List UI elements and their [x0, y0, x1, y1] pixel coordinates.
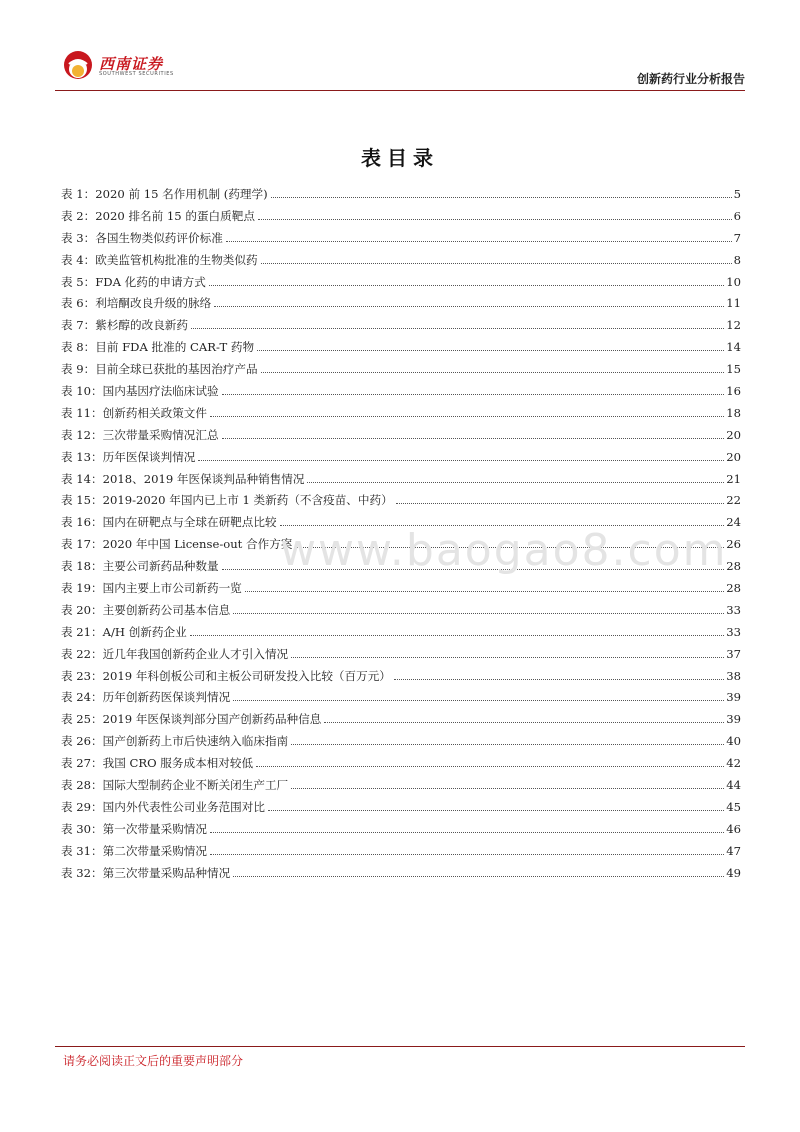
toc-entry[interactable] [61, 405, 741, 427]
toc-entry-page: 28 [726, 559, 741, 574]
toc-entry-page: 16 [726, 384, 741, 399]
toc-dot-leader [268, 809, 724, 811]
toc-entry[interactable] [61, 427, 741, 449]
toc-dot-leader [256, 765, 724, 767]
toc-entry[interactable] [61, 821, 741, 843]
toc-entry[interactable] [61, 252, 741, 274]
toc-entry[interactable] [61, 186, 741, 208]
toc-entry-page: 6 [733, 208, 741, 223]
toc-entry-page: 26 [726, 537, 741, 552]
toc-entry-label: 表 20：主要创新药公司基本信息 [61, 602, 231, 617]
toc-entry-page: 42 [726, 756, 741, 771]
toc-entry[interactable] [61, 602, 741, 624]
toc-entry-page: 18 [726, 405, 741, 420]
toc-entry[interactable] [61, 624, 741, 646]
toc-dot-leader [295, 546, 724, 548]
southwest-securities-logo-icon [63, 50, 93, 80]
toc-entry-page: 12 [726, 318, 741, 333]
toc-entry-label: 表 27：我国 CRO 服务成本相对较低 [61, 756, 254, 771]
toc-dot-leader [324, 721, 724, 723]
toc-entry-page: 5 [733, 187, 741, 201]
toc-dot-leader [233, 875, 724, 877]
toc-dot-leader [210, 415, 724, 417]
toc-entry-label: 表 11：创新药相关政策文件 [61, 405, 207, 420]
toc-dot-leader [394, 678, 724, 680]
toc-entry[interactable] [61, 471, 741, 493]
toc-entry-page: 47 [726, 843, 741, 858]
toc-entry[interactable] [61, 295, 741, 317]
toc-entry[interactable] [61, 580, 741, 602]
toc-dot-leader [291, 743, 724, 745]
toc-dot-leader [245, 590, 724, 592]
toc-entry-page: 11 [726, 296, 741, 311]
toc-entry[interactable] [61, 668, 741, 690]
toc-entry-label: 表 7：紫杉醇的改良新药 [61, 318, 188, 333]
toc-entry-label: 表 29：国内外代表性公司业务范围对比 [61, 799, 265, 814]
toc-dot-leader [257, 349, 724, 351]
toc-entry-label: 表 1：2020 前 15 名作用机制 (药理学) [61, 187, 268, 201]
toc-entry-label: 表 9：目前全球已获批的基因治疗产品 [61, 362, 258, 377]
toc-dot-leader [233, 612, 724, 614]
toc-dot-leader [226, 240, 732, 242]
toc-dot-leader [209, 284, 724, 286]
toc-entry-page: 20 [726, 427, 741, 442]
toc-entry[interactable] [61, 865, 741, 887]
toc-entry-label: 表 18：主要公司新药品种数量 [61, 559, 219, 574]
toc-entry-page: 37 [726, 646, 741, 661]
toc-entry[interactable] [61, 843, 741, 865]
logo-english-text: SOUTHWEST SECURITIES [99, 71, 174, 77]
toc-entry[interactable] [61, 230, 741, 252]
toc-entry[interactable] [61, 208, 741, 230]
toc-entry-label: 表 30：第一次带量采购情况 [61, 821, 207, 836]
toc-entry-label: 表 2：2020 排名前 15 的蛋白质靶点 [61, 208, 255, 223]
toc-entry-page: 15 [726, 362, 741, 377]
toc-entry-page: 21 [726, 471, 741, 486]
toc-entry-label: 表 3：各国生物类似药评价标准 [61, 230, 223, 245]
toc-entry-page: 14 [726, 340, 741, 355]
toc-entry[interactable] [61, 339, 741, 361]
toc-entry-label: 表 12：三次带量采购情况汇总 [61, 427, 219, 442]
table-of-contents [61, 186, 741, 887]
toc-entry[interactable] [61, 492, 741, 514]
toc-entry-label: 表 22：近几年我国创新药企业人才引入情况 [61, 646, 289, 661]
toc-entry[interactable] [61, 777, 741, 799]
toc-dot-leader [222, 393, 725, 395]
toc-entry[interactable] [61, 799, 741, 821]
toc-entry-page: 44 [726, 778, 741, 793]
footer-divider [55, 1046, 745, 1047]
toc-entry[interactable] [61, 646, 741, 668]
toc-dot-leader [233, 699, 724, 701]
toc-entry-page: 28 [726, 581, 741, 596]
toc-entry[interactable] [61, 536, 741, 558]
toc-entry-label: 表 4：欧美监管机构批准的生物类似药 [61, 252, 258, 267]
toc-entry-label: 表 15：2019-2020 年国内已上市 1 类新药（不含疫苗、中药） [61, 493, 393, 508]
toc-entry-label: 表 6：利培酮改良升级的脉络 [61, 296, 212, 311]
toc-entry-page: 20 [726, 449, 741, 464]
toc-entry-page: 40 [726, 734, 741, 749]
logo-chinese-text: 西南证券 [99, 55, 164, 73]
toc-entry-page: 24 [726, 515, 741, 530]
toc-entry-page: 38 [726, 668, 741, 683]
toc-entry-label: 表 23：2019 年科创板公司和主板公司研发投入比较（百万元） [61, 668, 391, 683]
toc-entry-page: 39 [726, 690, 741, 705]
report-name: 创新药行业分析报告 [636, 72, 745, 86]
toc-entry-label: 表 26：国产创新药上市后快速纳入临床指南 [61, 734, 289, 749]
toc-entry[interactable] [61, 449, 741, 471]
toc-entry-label: 表 28：国际大型制药企业不断关闭生产工厂 [61, 778, 289, 793]
toc-dot-leader [261, 371, 725, 373]
watermark: www.baogao8.com [280, 525, 728, 576]
toc-dot-leader [271, 196, 732, 198]
toc-entry[interactable] [61, 689, 741, 711]
toc-entry-label: 表 21：A/H 创新药企业 [61, 624, 187, 639]
toc-entry-label: 表 10：国内基因疗法临床试验 [61, 384, 219, 399]
toc-entry-page: 10 [726, 274, 741, 289]
toc-entry-page: 46 [726, 821, 741, 836]
toc-entry-label: 表 31：第二次带量采购情况 [61, 843, 207, 858]
toc-entry-page: 33 [726, 602, 741, 617]
toc-entry-label: 表 13：历年医保谈判情况 [61, 449, 196, 464]
toc-entry-label: 表 16：国内在研靶点与全球在研靶点比较 [61, 515, 277, 530]
toc-entry-page: 8 [733, 252, 741, 267]
toc-entry-page: 7 [733, 230, 741, 245]
toc-entry-label: 表 19：国内主要上市公司新药一览 [61, 581, 242, 596]
toc-dot-leader [258, 218, 732, 220]
toc-dot-leader [214, 305, 724, 307]
toc-entry-page: 45 [726, 799, 741, 814]
header-divider [55, 90, 745, 91]
toc-dot-leader [222, 568, 725, 570]
toc-dot-leader [261, 262, 732, 264]
footer-disclaimer: 请务必阅读正文后的重要声明部分 [63, 1054, 244, 1068]
toc-entry[interactable] [61, 274, 741, 296]
toc-dot-leader [307, 481, 724, 483]
toc-entry-label: 表 24：历年创新药医保谈判情况 [61, 690, 231, 705]
toc-dot-leader [396, 502, 725, 504]
toc-entry[interactable] [61, 361, 741, 383]
toc-dot-leader [190, 634, 725, 636]
toc-entry-label: 表 25：2019 年医保谈判部分国产创新药品种信息 [61, 712, 322, 727]
toc-dot-leader [280, 524, 725, 526]
toc-entry[interactable] [61, 733, 741, 755]
toc-dot-leader [191, 327, 724, 329]
toc-dot-leader [210, 853, 724, 855]
toc-entry[interactable] [61, 514, 741, 536]
toc-entry-label: 表 8：目前 FDA 批准的 CAR-T 药物 [61, 340, 255, 355]
toc-entry[interactable] [61, 383, 741, 405]
toc-dot-leader [291, 787, 724, 789]
toc-entry-page: 49 [726, 865, 741, 880]
page-header [55, 48, 745, 90]
toc-dot-leader [210, 831, 724, 833]
toc-entry-page: 33 [726, 624, 741, 639]
toc-entry-label: 表 17：2020 年中国 License-out 合作方案 [61, 537, 293, 552]
toc-entry-label: 表 32：第三次带量采购品种情况 [61, 865, 231, 880]
toc-entry-label: 表 5：FDA 化药的申请方式 [61, 274, 206, 289]
toc-entry[interactable] [61, 755, 741, 777]
toc-entry-page: 22 [726, 493, 741, 508]
toc-entry-page: 39 [726, 712, 741, 727]
toc-title: 表目录 [361, 146, 439, 170]
toc-dot-leader [291, 656, 724, 658]
toc-entry[interactable] [61, 711, 741, 733]
toc-dot-leader [198, 459, 724, 461]
toc-entry[interactable] [61, 558, 741, 580]
toc-entry[interactable] [61, 317, 741, 339]
toc-entry-label: 表 14：2018、2019 年医保谈判品种销售情况 [61, 471, 305, 486]
company-logo [63, 48, 183, 84]
toc-dot-leader [222, 437, 725, 439]
